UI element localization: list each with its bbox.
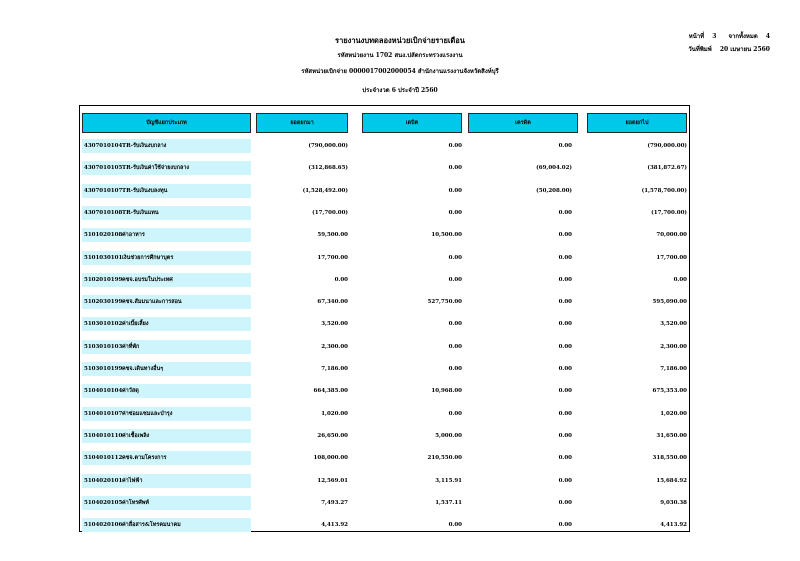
brought-forward-cell: (17,700.00) (312, 209, 348, 216)
account-name: ค่าวัสดุ (122, 388, 139, 395)
account-code: 5103010199 (84, 366, 123, 372)
account-code: 5103010103 (84, 343, 123, 350)
credit-cell: 0.00 (558, 299, 572, 306)
account-name: TR-รับเงินงบลงทุน (122, 187, 168, 194)
credit-cell: (69,004.02) (536, 165, 572, 172)
brought-forward-cell: 17,700.00 (317, 254, 348, 261)
print-date-info (688, 44, 780, 54)
account-name: ค่าอาหาร (122, 232, 145, 239)
brought-forward-cell: 12,569.01 (317, 477, 348, 484)
brought-forward-cell: 4,413.92 (321, 522, 348, 529)
account-cell (82, 228, 251, 242)
account-cell (82, 206, 251, 220)
carried-forward-cell: 9,030.38 (660, 499, 687, 506)
account-code: 4307010104 (84, 143, 123, 149)
debit-cell: 0.00 (448, 410, 462, 417)
account-code: 5101020108 (84, 232, 123, 239)
column-header-carried-forward: ยอดยกไป (587, 113, 687, 133)
account-name: ค่าที่พัก (122, 343, 140, 350)
account-name: ค่าเบี้ยเลี้ยง (122, 321, 149, 328)
brought-forward-cell: 664,385.00 (313, 388, 348, 395)
account-cell (82, 407, 251, 421)
credit-cell: 0.00 (558, 432, 572, 439)
debit-cell: 0.00 (448, 254, 462, 261)
account-code: 5104020101 (84, 477, 123, 484)
carried-forward-cell: (1,578,700.00) (641, 187, 687, 194)
brought-forward-cell: 2,300.00 (321, 343, 348, 350)
table-row (82, 184, 687, 198)
account-code: 4307010108 (84, 209, 123, 216)
debit-cell: 10,968.00 (431, 388, 462, 395)
account-name: TR-รับเงินแทน (122, 209, 159, 216)
brought-forward-cell: (1,528,492.00) (302, 187, 348, 194)
account-name: ค่าซ่อมแซมและบำรุง (122, 410, 173, 417)
carried-forward-cell: 7,186.00 (660, 366, 687, 372)
carried-forward-cell: 0.00 (673, 276, 687, 283)
brought-forward-cell: 26,650.00 (317, 432, 348, 439)
account-name: TR-รับเงินงบกลาง (122, 143, 167, 149)
credit-cell: 0.00 (558, 232, 572, 239)
debit-cell: 0.00 (448, 522, 462, 529)
table-row (82, 317, 687, 331)
carried-forward-cell: (790,000.00) (647, 143, 687, 149)
account-code: 4307010107 (84, 187, 123, 194)
carried-forward-cell: 4,413.92 (660, 522, 687, 529)
table-row (82, 340, 687, 354)
account-cell (82, 139, 251, 153)
credit-cell: 0.00 (558, 343, 572, 350)
credit-cell: (50,208.00) (536, 187, 572, 194)
account-name: เงินช่วยการศึกษาบุตร (122, 254, 174, 261)
table-row (82, 139, 687, 153)
carried-forward-cell: 675,353.00 (652, 388, 687, 395)
table-row (82, 407, 687, 421)
account-cell (82, 251, 251, 265)
brought-forward-cell: 7,186.00 (321, 366, 348, 372)
credit-cell: 0.00 (558, 477, 572, 484)
credit-cell: 0.00 (558, 522, 572, 529)
table-row (82, 161, 687, 175)
total-pages: 4 (765, 33, 770, 40)
brought-forward-cell: (790,000.00) (308, 143, 348, 149)
brought-forward-cell: 1,020.00 (321, 410, 348, 417)
debit-cell: 0.00 (448, 343, 462, 350)
account-name: คชจ.สัมมนาและการสอน (122, 299, 182, 306)
debit-cell: 527,750.00 (427, 299, 462, 306)
account-code: 5102030199 (84, 299, 123, 306)
print-date-label: วันที่พิมพ์ (688, 46, 712, 53)
account-code: 5104020105 (84, 499, 123, 506)
table-row (82, 362, 687, 376)
carried-forward-cell: 31,650.00 (656, 432, 687, 439)
debit-cell: 0.00 (448, 143, 462, 149)
column-header-account: บัญชีแยกประเภท (82, 113, 251, 133)
account-cell (82, 161, 251, 175)
account-name: ค่าสื่อสาร&โทรคมนาคม (122, 522, 181, 529)
account-name: TR-รับเงินค่าใช้จ่ายงบกลาง (122, 165, 190, 172)
carried-forward-cell: 595,090.00 (652, 299, 687, 306)
brought-forward-cell: 7,493.27 (321, 499, 348, 506)
debit-cell: 10,500.00 (431, 232, 462, 239)
page-info (689, 31, 780, 41)
disbursement-unit-line: รหัสหน่วยเบิกจ่าย 0000017002000054 สำนักงานแรงงานจังหวัดสิงห์บุรี (301, 68, 499, 75)
table-row (82, 496, 687, 510)
debit-cell: 0.00 (448, 366, 462, 372)
brought-forward-cell: 108,000.00 (313, 455, 348, 462)
debit-cell: 0.00 (448, 165, 462, 172)
account-name: ค่าโทรศัพท์ (122, 499, 150, 506)
credit-cell: 0.00 (558, 388, 572, 395)
debit-cell: 3,115.91 (435, 477, 462, 484)
page-number: 3 (712, 33, 717, 40)
agency-line: รหัสหน่วยงาน 1702 สนง.ปลัดกระทรวงแรงงาน (337, 52, 463, 59)
account-code: 5104010110 (84, 432, 123, 439)
debit-cell: 5,000.00 (435, 432, 462, 439)
table-row (82, 228, 687, 242)
credit-cell: 0.00 (558, 366, 572, 372)
report-title: รายงานงบทดลองหน่วยเบิกจ่ายรายเดือน (335, 36, 465, 45)
carried-forward-cell: 17,700.00 (656, 254, 687, 261)
account-cell (82, 451, 251, 465)
period-line: ประจำงวด 6 ประจำปี 2560 (362, 87, 438, 94)
credit-cell: 0.00 (558, 254, 572, 261)
brought-forward-cell: (312,868.65) (308, 165, 348, 172)
table-row (82, 206, 687, 220)
debit-cell: 0.00 (448, 276, 462, 283)
column-header-brought-forward: ยอดยกมา (256, 113, 348, 133)
carried-forward-cell: 15,684.92 (656, 477, 687, 484)
carried-forward-cell: (17,700.00) (651, 209, 687, 216)
account-code: 5104020106 (84, 522, 123, 529)
column-header-debit: เดบิต (362, 113, 462, 133)
credit-cell: 0.00 (558, 410, 572, 417)
table-row (82, 295, 687, 309)
table-row (82, 251, 687, 265)
account-code: 5104010112 (84, 455, 123, 462)
account-code: 5102010199 (84, 276, 123, 283)
account-cell (82, 518, 251, 532)
total-label: จากทั้งหมด (728, 33, 758, 40)
debit-cell: 0.00 (448, 187, 462, 194)
account-name: ค่าเชื้อเพลิง (122, 432, 150, 439)
table-row (82, 474, 687, 488)
carried-forward-cell: 70,000.00 (656, 232, 687, 239)
account-code: 5101030101 (84, 254, 123, 261)
account-cell (82, 340, 251, 354)
account-cell (82, 384, 251, 398)
table-row (82, 451, 687, 465)
debit-cell: 1,537.11 (435, 499, 462, 506)
carried-forward-cell: 318,550.00 (652, 455, 687, 462)
trial-balance-table (79, 105, 690, 532)
account-name: คชจ.เดินทางอื่นๆ (122, 366, 164, 372)
account-cell (82, 295, 251, 309)
debit-cell: 0.00 (448, 321, 462, 328)
table-row (82, 518, 687, 532)
account-cell (82, 496, 251, 510)
print-date: 20 เมษายน 2560 (719, 46, 770, 53)
page-label: หน้าที่ (688, 33, 705, 40)
credit-cell: 0.00 (558, 499, 572, 506)
account-code: 5104010104 (84, 388, 123, 395)
carried-forward-cell: 2,300.00 (660, 343, 687, 350)
account-code: 5103010102 (84, 321, 123, 328)
brought-forward-cell: 59,500.00 (317, 232, 348, 239)
account-cell (82, 317, 251, 331)
credit-cell: 0.00 (558, 321, 572, 328)
table-row (82, 273, 687, 287)
credit-cell: 0.00 (558, 143, 572, 149)
brought-forward-cell: 0.00 (334, 276, 348, 283)
account-name: คชจ.อบรมในประเทศ (122, 276, 173, 283)
debit-cell: 210,550.00 (427, 455, 462, 462)
credit-cell: 0.00 (558, 276, 572, 283)
credit-cell: 0.00 (558, 209, 572, 216)
carried-forward-cell: (381,872.67) (647, 165, 687, 172)
brought-forward-cell: 3,520.00 (321, 321, 348, 328)
column-header-credit: เครดิต (468, 113, 578, 133)
debit-cell: 0.00 (448, 209, 462, 216)
account-code: 5104010107 (84, 410, 123, 417)
carried-forward-cell: 3,520.00 (660, 321, 687, 328)
account-code: 4307010105 (84, 165, 123, 172)
table-row (82, 384, 687, 398)
credit-cell: 0.00 (558, 455, 572, 462)
account-name: คชจ.ตามโครงการ (122, 455, 167, 462)
account-cell (82, 273, 251, 287)
brought-forward-cell: 67,340.00 (317, 299, 348, 306)
account-cell (82, 184, 251, 198)
carried-forward-cell: 1,020.00 (660, 410, 687, 417)
account-name: ค่าไฟฟ้า (122, 477, 143, 484)
account-cell (82, 474, 251, 488)
account-cell (82, 362, 251, 376)
table-row (82, 429, 687, 443)
account-cell (82, 429, 251, 443)
